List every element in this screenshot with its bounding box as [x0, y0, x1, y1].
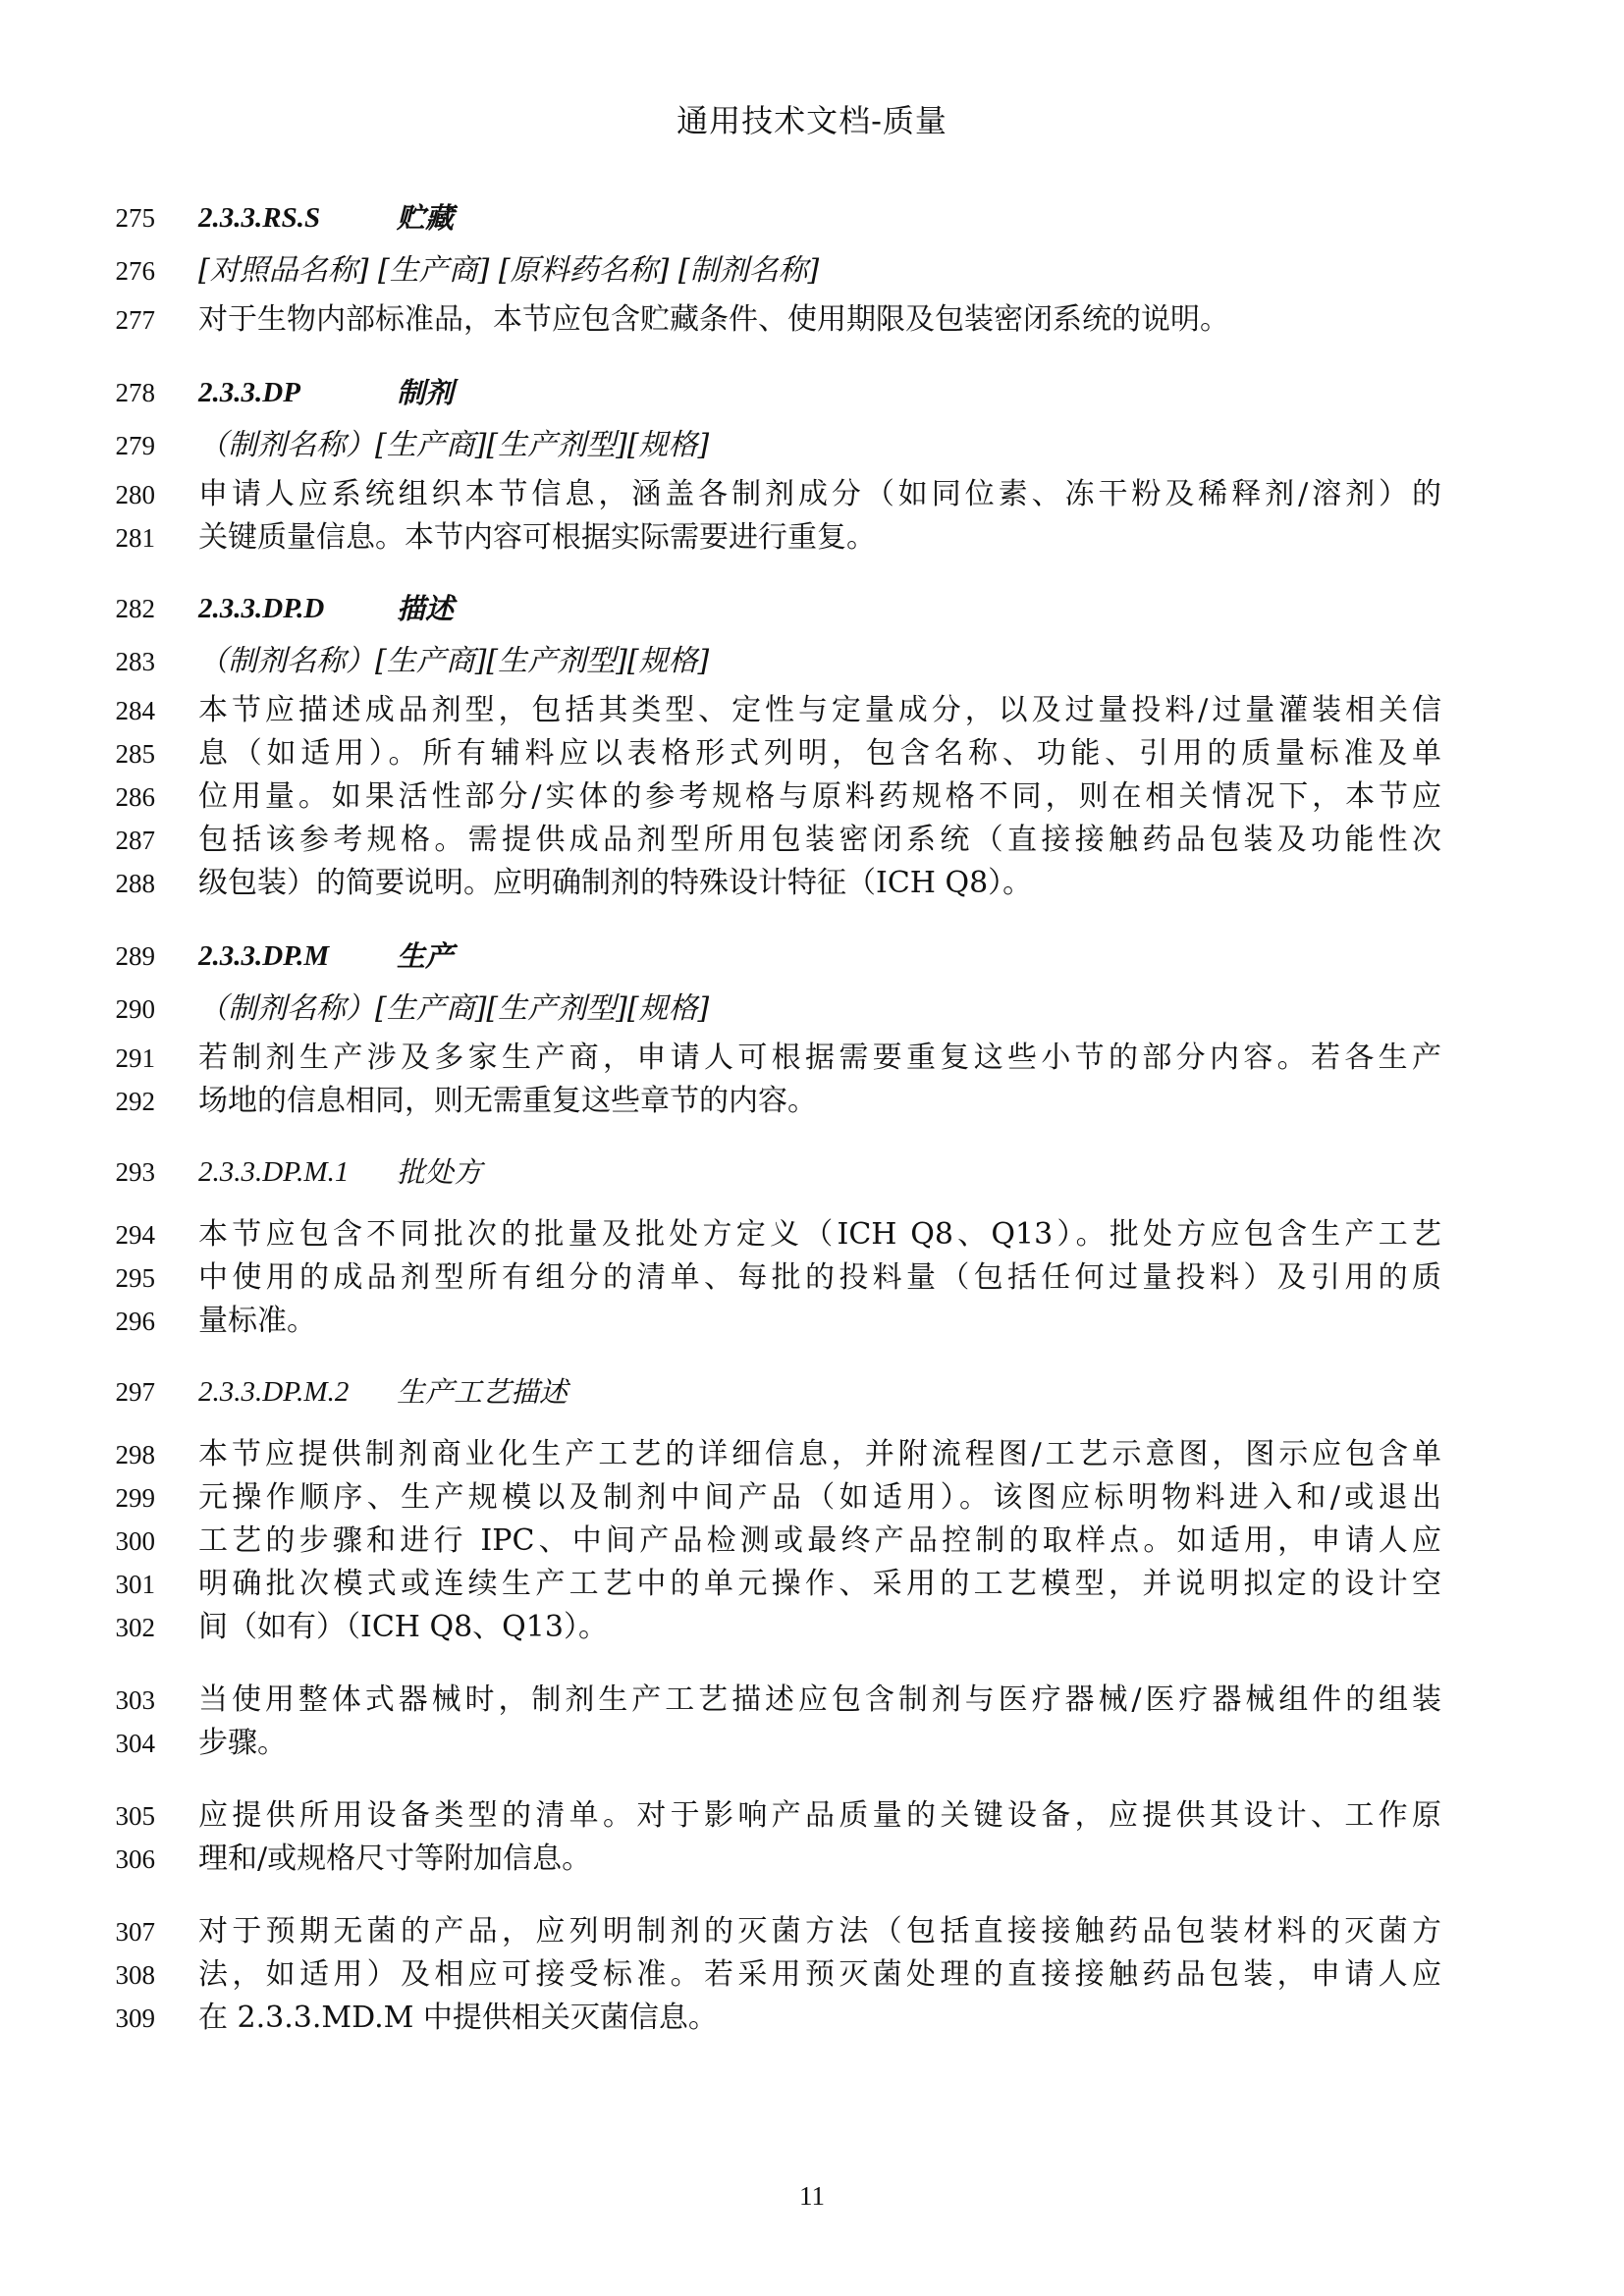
- line-number: 277: [115, 305, 155, 335]
- line-290: [0, 988, 1624, 1031]
- page-header: 通用技术文档-质量: [677, 102, 947, 139]
- section-title: 生产工艺描述: [397, 1375, 568, 1409]
- section-title: 制剂: [397, 376, 455, 409]
- section-code: 2.3.3.DP.M: [198, 940, 330, 972]
- paragraph-line: 息（如适用）。所有辅料应以表格形式列明，包含名称、功能、引用的质量标准及单: [198, 736, 1441, 771]
- line-number: 295: [115, 1263, 155, 1293]
- line-287: [0, 819, 1624, 862]
- line-286: [0, 775, 1624, 819]
- placeholder-line: （制剂名称）[生产商][生产剂型][规格]: [198, 644, 710, 678]
- paragraph-line: 位用量。如果活性部分/实体的参考规格与原料药规格不同，则在相关情况下，本节应: [198, 779, 1441, 814]
- line-number: 292: [115, 1087, 155, 1116]
- line-number: 289: [115, 941, 155, 971]
- line-number: 287: [115, 826, 155, 855]
- section-title: 贮藏: [397, 201, 455, 235]
- line-304: [0, 1722, 1624, 1765]
- paragraph-line: 理和/或规格尺寸等附加信息。: [198, 1842, 592, 1876]
- line-301: [0, 1563, 1624, 1606]
- section-title: 描述: [397, 592, 455, 625]
- line-289: [0, 934, 1624, 978]
- section-code: 2.3.3.DP: [198, 377, 300, 408]
- line-number: 286: [115, 782, 155, 812]
- section-title: 批处方: [397, 1155, 483, 1189]
- paragraph-line: 若制剂生产涉及多家生产商，申请人可根据需要重复这些小节的部分内容。若各生产: [198, 1041, 1441, 1075]
- line-number: 283: [115, 647, 155, 676]
- line-288: [0, 862, 1624, 905]
- line-number: 290: [115, 994, 155, 1024]
- line-283: [0, 640, 1624, 683]
- paragraph-line: 中使用的成品剂型所有组分的清单、每批的投料量（包括任何过量投料）及引用的质: [198, 1260, 1441, 1295]
- paragraph-line: 本节应描述成品剂型，包括其类型、定性与定量成分，以及过量投料/过量灌装相关信: [198, 693, 1441, 727]
- line-number: 299: [115, 1483, 155, 1513]
- line-number: 291: [115, 1043, 155, 1073]
- paragraph-line: 对于预期无菌的产品，应列明制剂的灭菌方法（包括直接接触药品包装材料的灭菌方: [198, 1914, 1441, 1949]
- line-275: [0, 196, 1624, 240]
- line-number: 288: [115, 869, 155, 898]
- line-number: 307: [115, 1917, 155, 1947]
- line-number: 281: [115, 523, 155, 553]
- line-302: [0, 1606, 1624, 1649]
- line-297: [0, 1370, 1624, 1414]
- section-code: 2.3.3.RS.S: [198, 202, 321, 234]
- line-280: [0, 473, 1624, 516]
- section-code: 2.3.3.DP.D: [198, 593, 325, 624]
- paragraph-line: 当使用整体式器械时，制剂生产工艺描述应包含制剂与医疗器械/医疗器械组件的组装: [198, 1682, 1441, 1717]
- line-number: 304: [115, 1729, 155, 1758]
- line-number: 301: [115, 1570, 155, 1599]
- line-303: [0, 1679, 1624, 1722]
- line-number: 303: [115, 1685, 155, 1715]
- line-309: [0, 1997, 1624, 2040]
- line-277: [0, 298, 1624, 342]
- line-300: [0, 1520, 1624, 1563]
- paragraph-line: 元操作顺序、生产规模以及制剂中间产品（如适用）。该图应标明物料进入和/或退出: [198, 1480, 1441, 1515]
- line-number: 284: [115, 696, 155, 725]
- line-number: 285: [115, 739, 155, 769]
- line-305: [0, 1794, 1624, 1838]
- paragraph-line: 对于生物内部标准品，本节应包含贮藏条件、使用期限及包装密闭系统的说明。: [198, 302, 1229, 337]
- placeholder-line: （制剂名称）[生产商][生产剂型][规格]: [198, 428, 710, 462]
- line-number: 298: [115, 1440, 155, 1469]
- line-number: 278: [115, 378, 155, 407]
- line-306: [0, 1838, 1624, 1881]
- line-number: 306: [115, 1844, 155, 1874]
- section-code: 2.3.3.DP.M.2: [198, 1376, 350, 1408]
- paragraph-line: 关键质量信息。本节内容可根据实际需要进行重复。: [198, 520, 876, 555]
- line-293: [0, 1150, 1624, 1194]
- line-299: [0, 1476, 1624, 1520]
- paragraph-line: 在 2.3.3.MD.M 中提供相关灭菌信息。: [198, 2001, 718, 2035]
- paragraph-line: 法，如适用）及相应可接受标准。若采用预灭菌处理的直接接触药品包装，申请人应: [198, 1957, 1441, 1992]
- line-number: 297: [115, 1377, 155, 1407]
- line-294: [0, 1213, 1624, 1256]
- placeholder-line: [对照品名称] [生产商] [原料药名称] [制剂名称]: [198, 253, 820, 288]
- paragraph-line: 包括该参考规格。需提供成品剂型所用包装密闭系统（直接接触药品包装及功能性次: [198, 823, 1441, 857]
- line-number: 293: [115, 1157, 155, 1187]
- line-296: [0, 1300, 1624, 1343]
- line-number: 279: [115, 431, 155, 460]
- paragraph-line: 应提供所用设备类型的清单。对于影响产品质量的关键设备，应提供其设计、工作原: [198, 1798, 1441, 1833]
- paragraph-line: 级包装）的简要说明。应明确制剂的特殊设计特征（ICH Q8）。: [198, 866, 1033, 900]
- section-title: 生产: [397, 939, 455, 973]
- line-295: [0, 1256, 1624, 1300]
- section-code: 2.3.3.DP.M.1: [198, 1156, 350, 1188]
- line-number: 280: [115, 480, 155, 509]
- line-number: 294: [115, 1220, 155, 1250]
- line-number: 305: [115, 1801, 155, 1831]
- line-number: 296: [115, 1307, 155, 1336]
- line-292: [0, 1080, 1624, 1123]
- paragraph-line: 场地的信息相同，则无需重复这些章节的内容。: [198, 1084, 817, 1118]
- paragraph-line: 本节应提供制剂商业化生产工艺的详细信息，并附流程图/工艺示意图，图示应包含单: [198, 1437, 1441, 1471]
- line-number: 309: [115, 2003, 155, 2033]
- paragraph-line: 间（如有）（ICH Q8、Q13）。: [198, 1610, 608, 1644]
- paragraph-line: 步骤。: [198, 1726, 287, 1760]
- line-308: [0, 1953, 1624, 1997]
- line-285: [0, 732, 1624, 775]
- paragraph-line: 本节应包含不同批次的批量及批处方定义（ICH Q8、Q13）。批处方应包含生产工艺: [198, 1217, 1441, 1252]
- line-298: [0, 1433, 1624, 1476]
- line-number: 282: [115, 594, 155, 623]
- line-281: [0, 516, 1624, 560]
- line-284: [0, 689, 1624, 732]
- paragraph-line: 量标准。: [198, 1304, 316, 1338]
- line-number: 276: [115, 256, 155, 286]
- paragraph-line: 明确批次模式或连续生产工艺中的单元操作、采用的工艺模型，并说明拟定的设计空: [198, 1567, 1441, 1601]
- line-276: [0, 249, 1624, 293]
- line-279: [0, 424, 1624, 467]
- line-278: [0, 371, 1624, 414]
- line-number: 300: [115, 1526, 155, 1556]
- paragraph-line: 工艺的步骤和进行 IPC、中间产品检测或最终产品控制的取样点。如适用，申请人应: [198, 1523, 1441, 1558]
- line-number: 275: [115, 203, 155, 233]
- line-307: [0, 1910, 1624, 1953]
- paragraph-line: 申请人应系统组织本节信息，涵盖各制剂成分（如同位素、冻干粉及稀释剂/溶剂）的: [198, 477, 1441, 511]
- page-number: 11: [799, 2181, 825, 2211]
- line-282: [0, 587, 1624, 630]
- line-number: 302: [115, 1613, 155, 1642]
- line-number: 308: [115, 1960, 155, 1990]
- placeholder-line: （制剂名称）[生产商][生产剂型][规格]: [198, 991, 710, 1026]
- line-291: [0, 1037, 1624, 1080]
